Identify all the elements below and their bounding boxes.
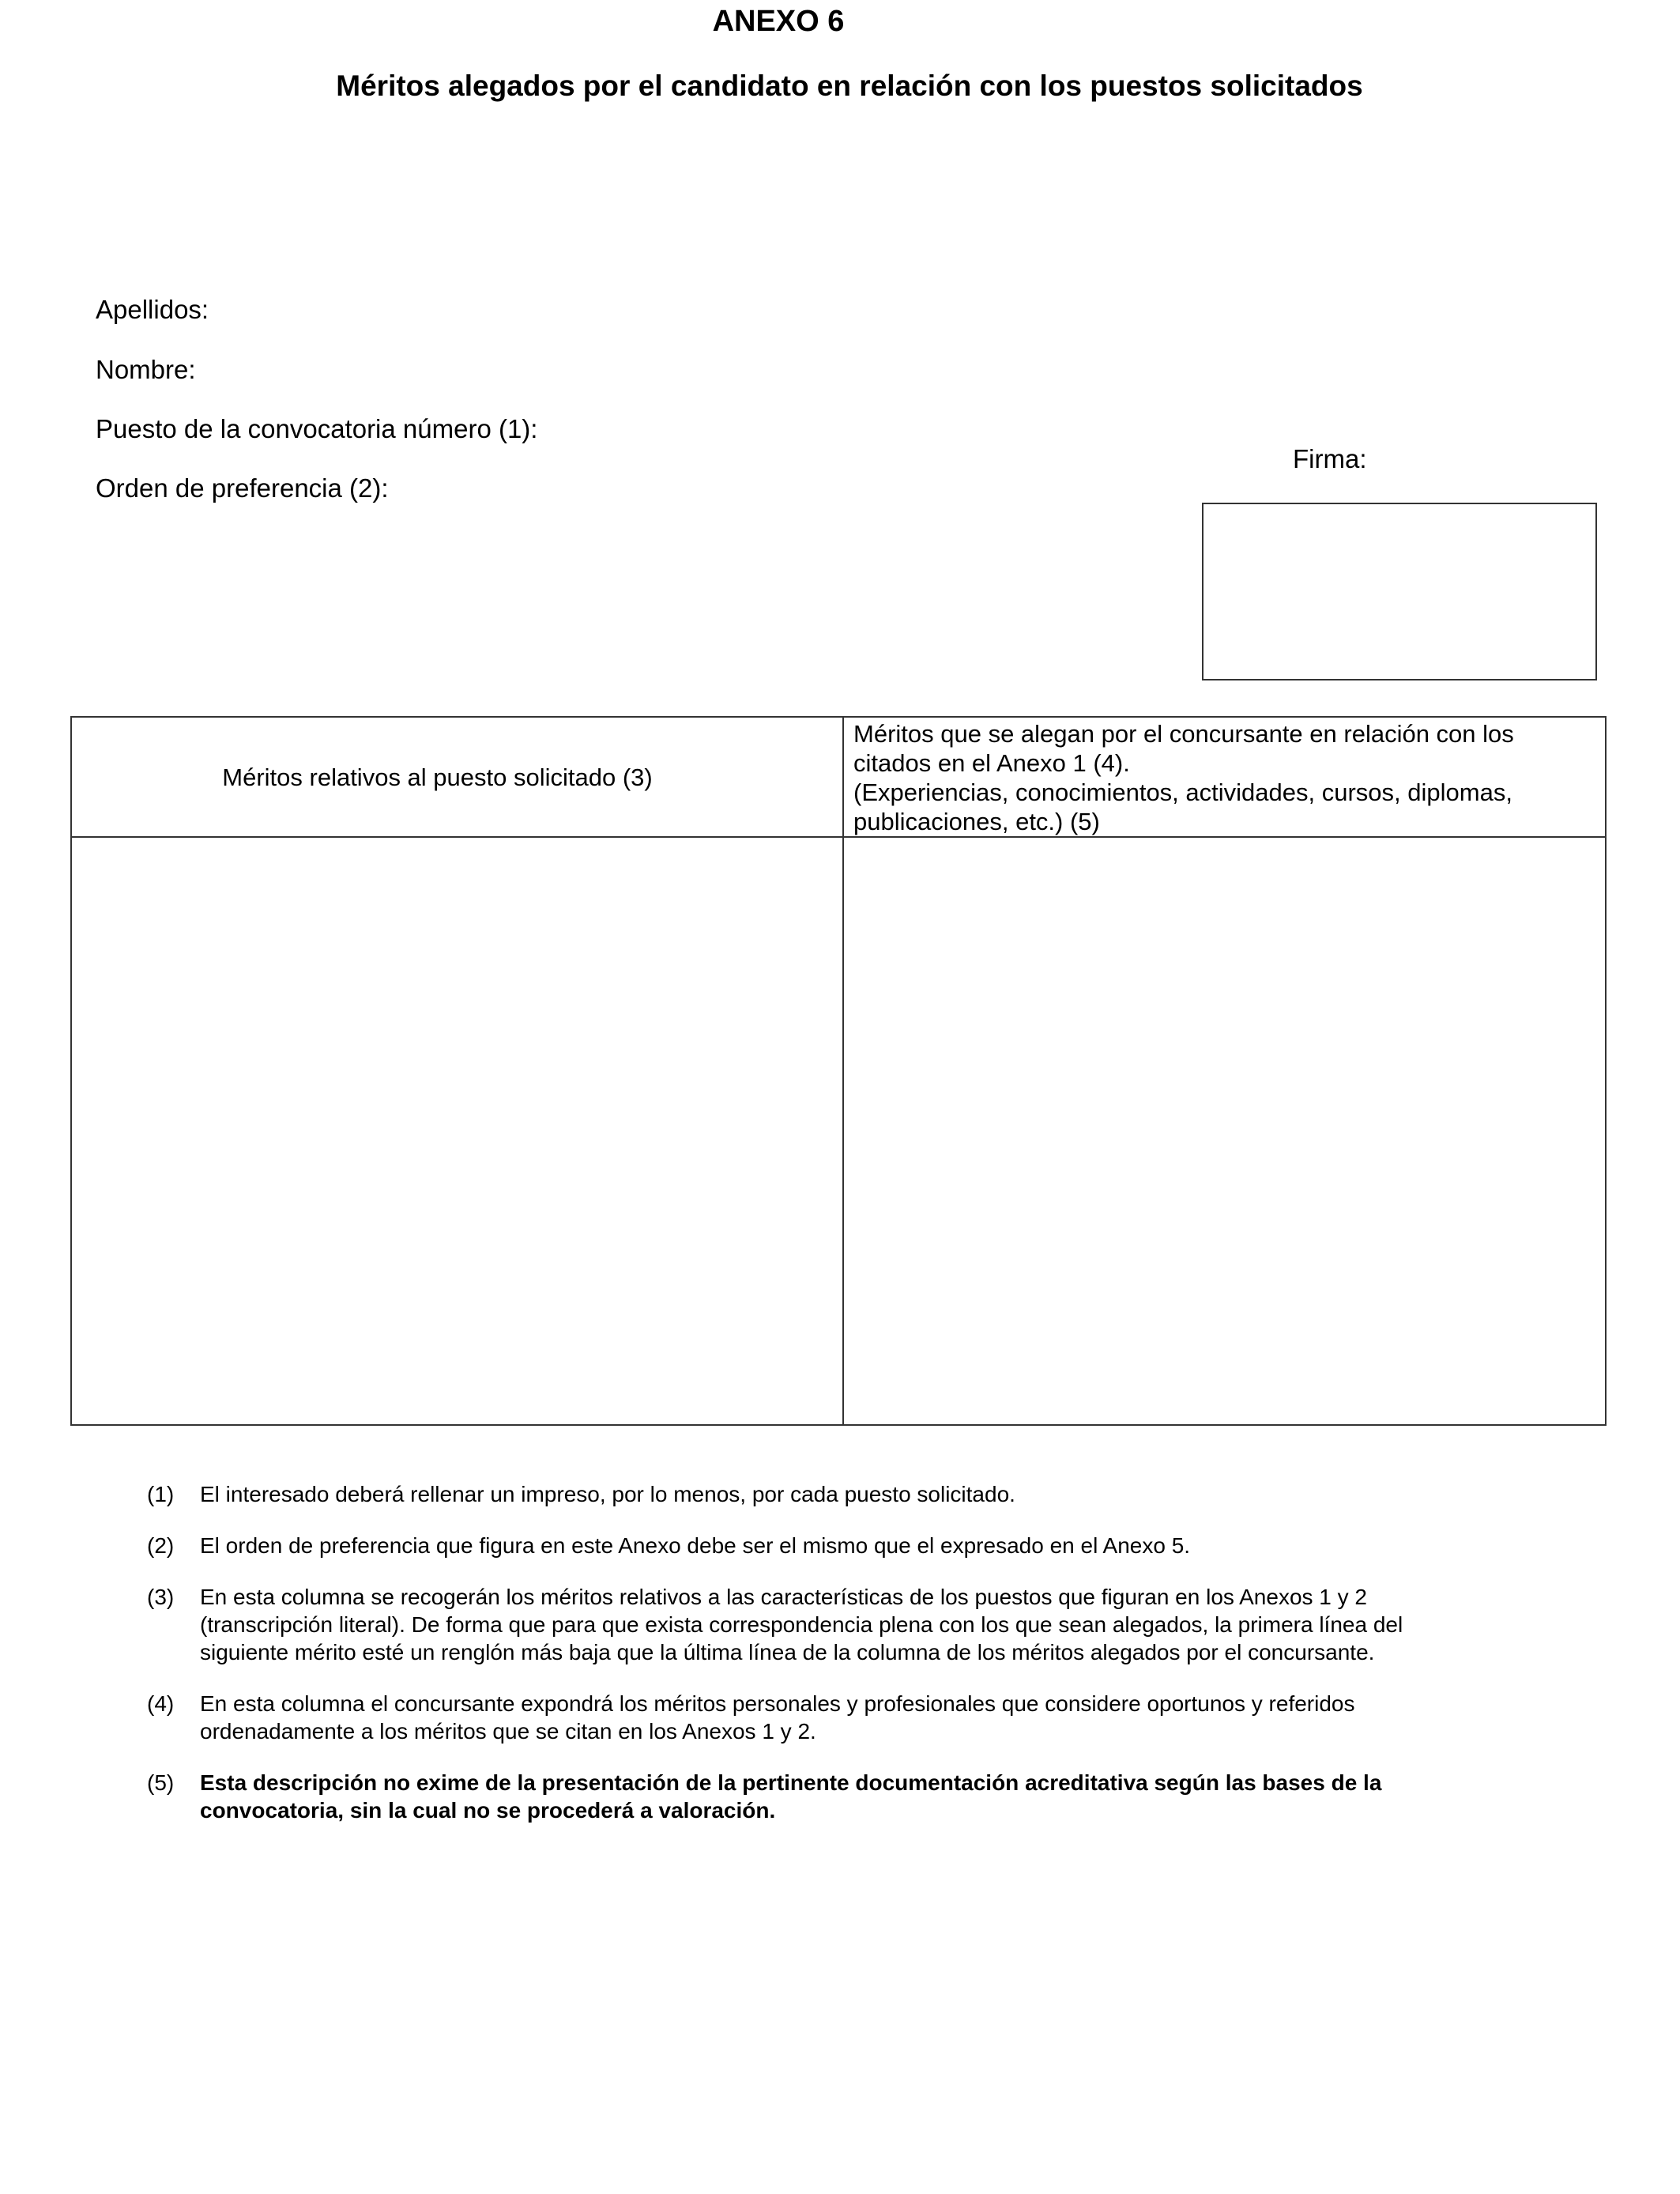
footnote [147,1480,1538,1508]
footnote-line: El interesado deberá rellenar un impreso, por lo menos, por cada puesto solicitado. [200,1482,1015,1506]
merits-table [70,716,1607,1426]
footnote-line: En esta columna se recogerán los méritos relativos a las características de los puestos que figuran en los Anexos 1 y 2 [200,1585,1367,1609]
footnote-number: (5) [147,1770,175,1795]
annex-subtitle: Méritos alegados por el candidato en relación con los puestos solicitados [336,70,1363,102]
footnotes [147,1480,1538,1848]
footnote [147,1532,1538,1559]
left-column-header [71,717,843,837]
right-column-header [843,717,1606,837]
footnote [147,1583,1538,1666]
left-column-header-text: Méritos relativos al puesto solicitado (3) [222,763,653,791]
signature-box[interactable] [1202,503,1597,680]
footnote-line: El orden de preferencia que figura en este Anexo debe ser el mismo que el expresado en el Anexo 5. [200,1533,1191,1558]
apellidos-label: Apellidos: [96,295,209,324]
right-column-header-line: citados en el Anexo 1 (4). [853,749,1130,777]
footnote-line: (transcripción literal). De forma que para que exista correspondencia plena con los que sean alegados, la primera línea del [200,1612,1403,1637]
right-column-header-line: publicaciones, etc.) (5) [853,808,1100,835]
footnote-text [200,1769,1538,1824]
footnote-text [200,1480,1538,1508]
footnote-number: (2) [147,1533,175,1558]
puesto-label: Puesto de la convocatoria número (1): [96,414,538,443]
firma-label: Firma: [1293,444,1367,473]
merits-alegados-cell[interactable] [843,837,1606,1425]
footnote [147,1769,1538,1824]
merits-puesto-cell[interactable] [71,837,843,1425]
footnote-number: (3) [147,1585,175,1609]
footnote-line: convocatoria, sin la cual no se procederá a valoración. [200,1798,776,1823]
footnote-line: siguiente mérito esté un renglón más baja que la última línea de la columna de los méritos alegados por el concursante. [200,1640,1375,1664]
footnote-text [200,1532,1538,1559]
footnote-line: En esta columna el concursante expondrá los méritos personales y profesionales que considere oportunos y referidos [200,1691,1355,1716]
footnote-text [200,1690,1538,1745]
footnote-line: ordenadamente a los méritos que se citan en los Anexos 1 y 2. [200,1719,816,1744]
table-header-row [71,717,1606,837]
footnote-line: Esta descripción no exime de la presentación de la pertinente documentación acreditativa según las bases de la [200,1770,1382,1795]
nombre-label: Nombre: [96,355,196,384]
footnote-number: (4) [147,1691,175,1716]
footnote-text [200,1583,1538,1666]
footnote [147,1690,1538,1745]
table-body-row [71,837,1606,1425]
right-column-header-line: (Experiencias, conocimientos, actividades, cursos, diplomas, [853,778,1512,806]
annex-title: ANEXO 6 [712,5,845,38]
footnote-number: (1) [147,1482,175,1506]
right-column-header-line: Méritos que se alegan por el concursante en relación con los [853,720,1514,748]
orden-preferencia-label: Orden de preferencia (2): [96,473,389,503]
